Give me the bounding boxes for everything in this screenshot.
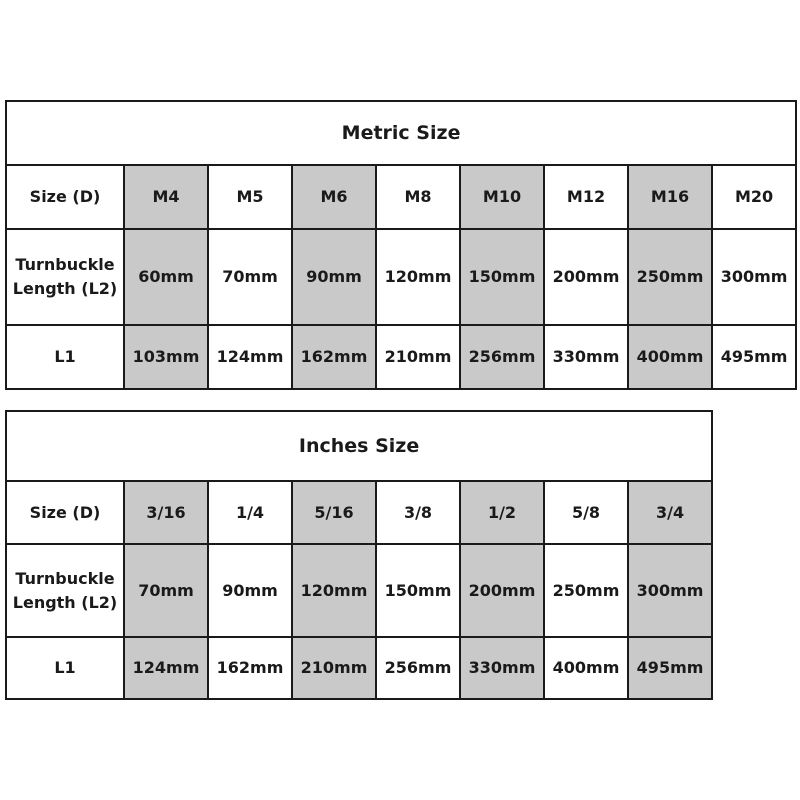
l1-cell: 400mm: [544, 637, 628, 699]
size-row-label: Size (D): [6, 165, 124, 229]
size-cell: 1/2: [460, 481, 544, 544]
length-cell: 150mm: [460, 229, 544, 325]
length-label-line2: Length (L2): [12, 279, 118, 298]
l1-cell: 210mm: [376, 325, 460, 389]
size-cell: 3/4: [628, 481, 712, 544]
size-row-label: Size (D): [6, 481, 124, 544]
l1-row-label: L1: [6, 325, 124, 389]
size-cell: M6: [292, 165, 376, 229]
l1-cell: 210mm: [292, 637, 376, 699]
size-cell: M20: [712, 165, 796, 229]
l1-row-label: L1: [6, 637, 124, 699]
l1-cell: 124mm: [208, 325, 292, 389]
length-cell: 70mm: [124, 544, 208, 637]
size-cell: M5: [208, 165, 292, 229]
size-cell: 1/4: [208, 481, 292, 544]
length-cell: 90mm: [208, 544, 292, 637]
length-cell: 90mm: [292, 229, 376, 325]
length-label-line1: Turnbuckle: [15, 568, 115, 588]
length-cell: 250mm: [628, 229, 712, 325]
l1-cell: 256mm: [376, 637, 460, 699]
length-cell: 120mm: [376, 229, 460, 325]
length-row-label: [6, 544, 124, 637]
l1-cell: 256mm: [460, 325, 544, 389]
l1-cell: 330mm: [460, 637, 544, 699]
metric-table-title: Metric Size: [6, 101, 796, 165]
metric-size-table: [5, 100, 797, 390]
l1-cell: 162mm: [208, 637, 292, 699]
inches-table-title: Inches Size: [6, 411, 712, 481]
length-cell: 150mm: [376, 544, 460, 637]
l1-cell: 495mm: [712, 325, 796, 389]
length-cell: 200mm: [544, 229, 628, 325]
length-cell: 300mm: [628, 544, 712, 637]
length-cell: 70mm: [208, 229, 292, 325]
size-cell: M4: [124, 165, 208, 229]
size-cell: 3/8: [376, 481, 460, 544]
length-cell: 120mm: [292, 544, 376, 637]
size-cell: M8: [376, 165, 460, 229]
length-row-label: [6, 229, 124, 325]
size-cell: M10: [460, 165, 544, 229]
l1-cell: 495mm: [628, 637, 712, 699]
size-cell: M16: [628, 165, 712, 229]
length-cell: 200mm: [460, 544, 544, 637]
length-cell: 250mm: [544, 544, 628, 637]
size-cell: 3/16: [124, 481, 208, 544]
length-label-line1: Turnbuckle: [15, 255, 115, 274]
length-label-line2: Length (L2): [12, 592, 118, 612]
l1-cell: 330mm: [544, 325, 628, 389]
inches-size-table: [5, 410, 713, 700]
length-cell: 300mm: [712, 229, 796, 325]
size-cell: 5/8: [544, 481, 628, 544]
l1-cell: 103mm: [124, 325, 208, 389]
l1-cell: 400mm: [628, 325, 712, 389]
l1-cell: 124mm: [124, 637, 208, 699]
size-cell: M12: [544, 165, 628, 229]
length-cell: 60mm: [124, 229, 208, 325]
size-cell: 5/16: [292, 481, 376, 544]
l1-cell: 162mm: [292, 325, 376, 389]
